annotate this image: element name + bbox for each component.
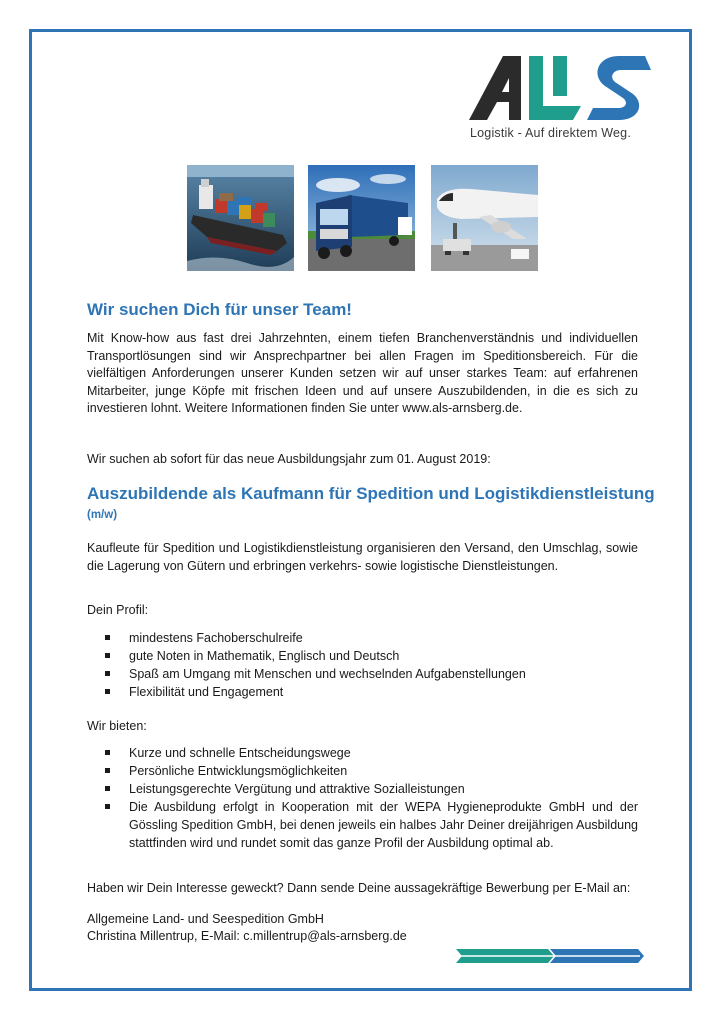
truck-photo xyxy=(308,165,415,271)
list-item: Persönliche Entwicklungsmöglichkeiten xyxy=(105,762,638,780)
list-item: Leistungsgerechte Vergütung und attraktive Sozialleistungen xyxy=(105,780,638,798)
list-item: Flexibilität und Engagement xyxy=(105,683,638,701)
seeking-statement: Wir suchen ab sofort für das neue Ausbildungsjahr zum 01. August 2019: xyxy=(87,452,491,466)
contact-block xyxy=(87,911,407,945)
profile-list xyxy=(105,629,638,701)
list-item: Die Ausbildung erfolgt in Kooperation mit der WEPA Hygieneprodukte GmbH und der Gössling Spedition GmbH, bei denen jeweils ein halbes Jahr Deiner dreijährigen Ausbildung stattfinden wird und rundet somit das ganze Profil der Ausbildung optimal ab. xyxy=(105,798,638,852)
list-item: Kurze und schnelle Entscheidungswege xyxy=(105,744,638,762)
job-title: Auszubildende als Kaufmann für Spedition und Logistikdienstleistung xyxy=(87,484,655,503)
offer-list xyxy=(105,744,638,852)
job-description: Kaufleute für Spedition und Logistikdienstleistung organisieren den Versand, den Umschlag, sowie die Lagerung von Gütern und erbringen verkehrs- sowie logistische Dienstleistungen. xyxy=(87,541,638,573)
intro-paragraph: Mit Know-how aus fast drei Jahrzehnten, einem tiefen Branchenverständnis und individuellen Transportlösungen sind wir Ansprechpartner bei allen Fragen im Speditionsbereich. Für die vielfältigen Anforderungen unserer Kunden setzen wir auf unser starkes Team: auf erfahrenen Mitarbeiter, junge Köpfe mit frischen Ideen und auf unsere Auszubildenden, in die es sich zu investieren lohnt. Weitere Informationen finden Sie unter www.als-arnsberg.de. xyxy=(87,331,638,415)
airplane-photo xyxy=(431,165,538,271)
profile-label: Dein Profil: xyxy=(87,603,149,617)
list-item: mindestens Fachoberschulreife xyxy=(105,629,638,647)
logo-tagline: Logistik - Auf direktem Weg. xyxy=(470,126,631,140)
job-title-suffix: (m/w) xyxy=(87,509,118,521)
list-item: gute Noten in Mathematik, Englisch und Deutsch xyxy=(105,647,638,665)
container-ship-photo xyxy=(187,165,294,271)
decorative-arrow-stripe xyxy=(456,949,646,963)
page-headline: Wir suchen Dich für unser Team! xyxy=(87,300,352,319)
als-logo-icon xyxy=(469,48,653,124)
als-logo xyxy=(466,44,656,144)
contact-company: Allgemeine Land- und Seespedition GmbH xyxy=(87,912,324,926)
contact-person: Christina Millentrup, E-Mail: c.millentrup@als-arnsberg.de xyxy=(87,929,407,943)
call-to-action: Haben wir Dein Interesse geweckt? Dann sende Deine aussagekräftige Bewerbung per E-Mail an: xyxy=(87,881,631,895)
list-item: Spaß am Umgang mit Menschen und wechselnden Aufgabenstellungen xyxy=(105,665,638,683)
offer-label: Wir bieten: xyxy=(87,719,147,733)
